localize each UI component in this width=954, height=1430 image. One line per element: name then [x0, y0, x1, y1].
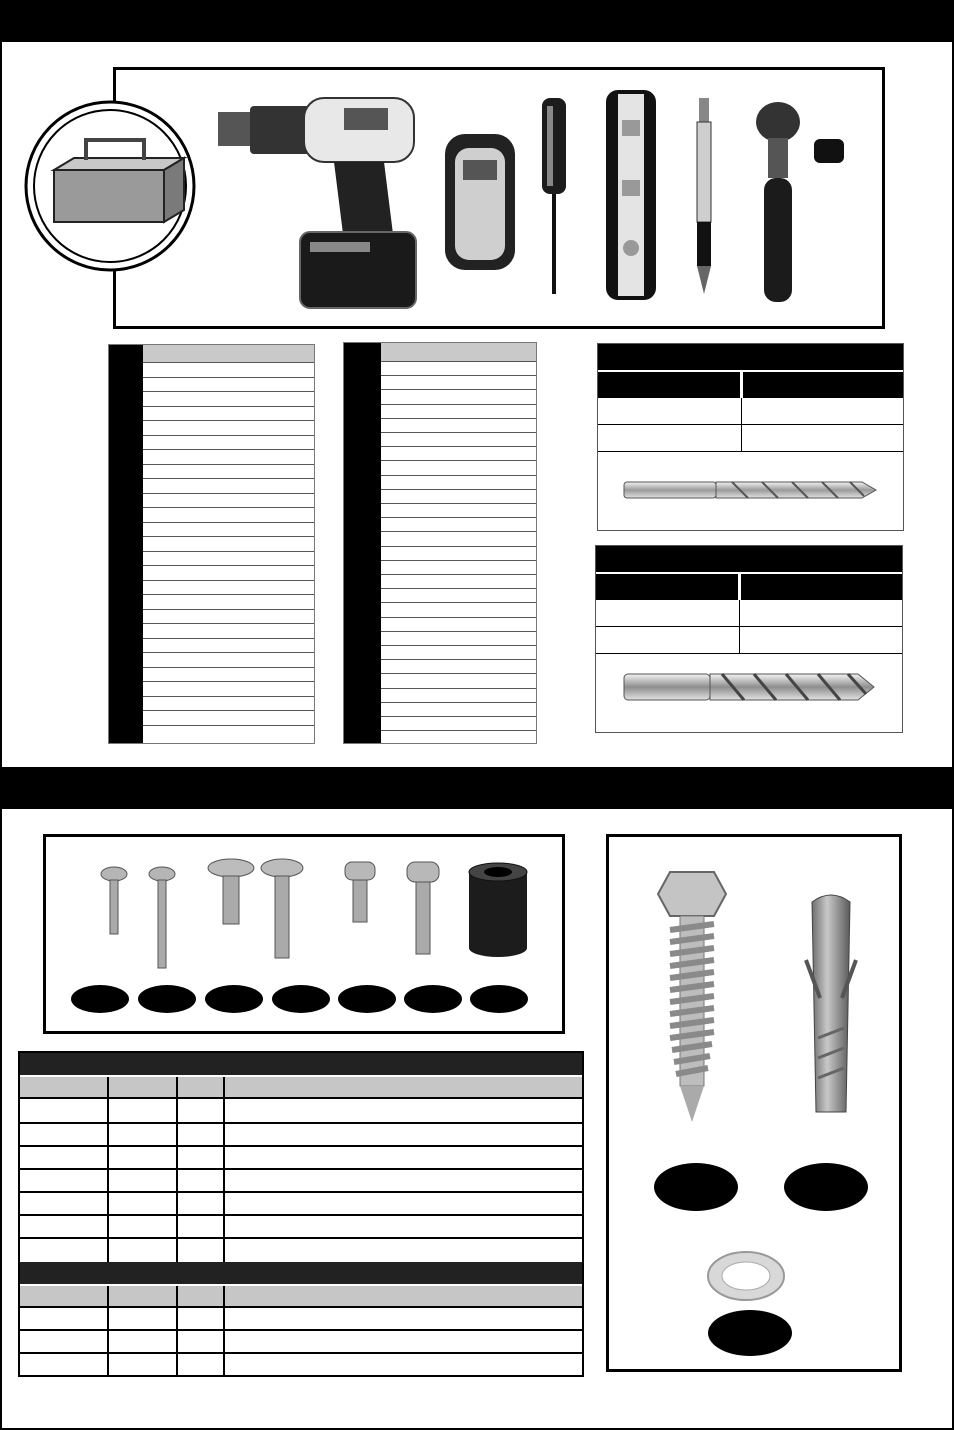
drill-bit-table-divider [739, 600, 740, 654]
drill-bit-table-head-right [741, 574, 902, 600]
part-badge [138, 985, 196, 1013]
hardware-table-subtitle [20, 1262, 582, 1284]
level-icon [604, 90, 658, 302]
drill-bit-table-row [596, 600, 902, 627]
part-badge [404, 985, 462, 1013]
section-header-tools [0, 0, 954, 42]
wall-anchor-icon [796, 888, 866, 1120]
drill-bit-table-divider [741, 398, 742, 452]
lag-bolt-icon [656, 870, 728, 1124]
drill-bit-table-row [598, 398, 903, 425]
table-row [20, 1308, 582, 1331]
screw-pan-long-icon [404, 860, 442, 956]
table-row [20, 1193, 582, 1216]
pencil-icon [692, 96, 716, 296]
drill-bit-table-row [598, 425, 903, 452]
screw-short-icon [100, 866, 128, 936]
table-row [20, 1216, 582, 1239]
table-column-line [107, 1286, 109, 1375]
table-row [20, 1170, 582, 1193]
drill-icon [214, 92, 424, 314]
part-badge [71, 985, 129, 1013]
checklist-right [343, 342, 537, 744]
screw-wide-short-icon [206, 858, 256, 926]
table-row [20, 1147, 582, 1170]
drill-bit-table-head-right [743, 372, 903, 398]
checklist-left [108, 344, 315, 744]
spacer-icon [467, 862, 529, 958]
drill-bit-table-title [596, 546, 902, 572]
washer-icon [706, 1250, 786, 1302]
table-row [20, 1101, 582, 1124]
stud-finder-icon [441, 130, 519, 274]
socket-icon [812, 136, 846, 166]
table-row [20, 1239, 582, 1262]
drill-bit-table-title [598, 344, 903, 370]
drill-bit-table-head-left [596, 574, 738, 600]
section-header-hardware [0, 767, 954, 809]
hardware-table-header [20, 1077, 582, 1099]
drill-bit-thick-icon [622, 670, 876, 704]
hardware-table-title [20, 1053, 582, 1075]
toolbox-icon [24, 100, 196, 272]
part-badge [338, 985, 396, 1013]
screw-long-icon [148, 866, 176, 970]
part-badge [784, 1163, 868, 1211]
table-row [20, 1354, 582, 1375]
part-badge [708, 1310, 792, 1356]
table-row [20, 1124, 582, 1147]
table-row [20, 1331, 582, 1354]
drill-bit-table-1 [597, 343, 904, 531]
drill-bit-thin-icon [622, 478, 878, 502]
table-column-line [176, 1286, 178, 1375]
hardware-table [18, 1051, 584, 1377]
drill-bit-table-head-left [598, 372, 740, 398]
screwdriver-icon [538, 96, 570, 300]
screw-wide-long-icon [260, 858, 304, 960]
drill-bit-table-2 [595, 545, 903, 733]
part-badge [654, 1163, 738, 1211]
part-badge [205, 985, 263, 1013]
socket-wrench-icon [752, 100, 804, 306]
table-column-line [223, 1077, 225, 1262]
screw-pan-short-icon [342, 860, 378, 924]
part-badge [272, 985, 330, 1013]
part-badge [470, 985, 528, 1013]
table-column-line [176, 1077, 178, 1262]
table-column-line [223, 1286, 225, 1375]
hardware-table-header-2 [20, 1286, 582, 1308]
table-column-line [107, 1077, 109, 1262]
drill-bit-table-row [596, 627, 902, 654]
